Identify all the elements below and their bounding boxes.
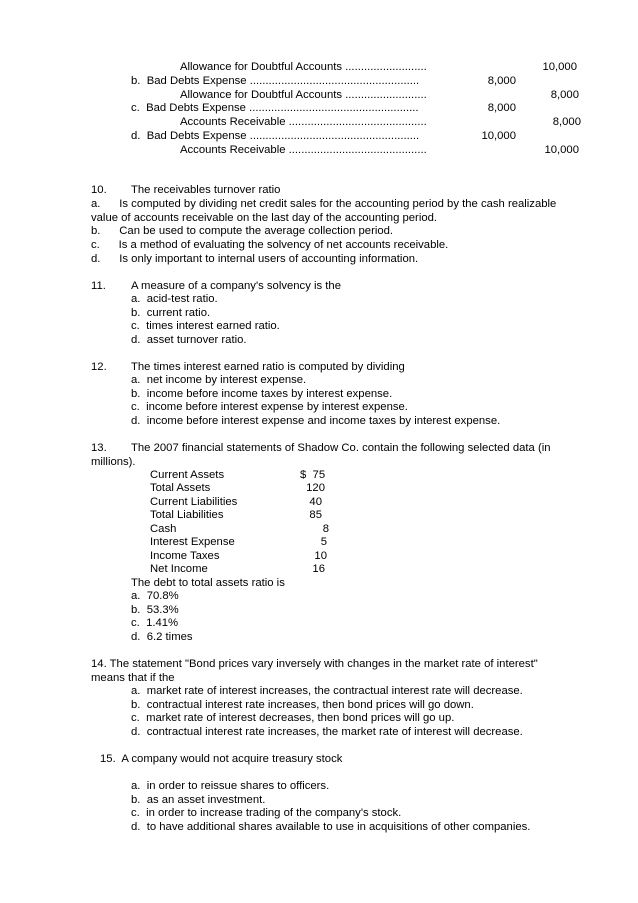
question-stem: The 2007 financial statements of Shadow Co. contain the following selected data (in (131, 442, 551, 454)
option-a: a. in order to reissue shares to officers. (131, 780, 330, 792)
option-a: a. 70.8% (131, 590, 179, 602)
option-c: c. market rate of interest decreases, then bond prices will go up. (131, 712, 455, 724)
option-d: d. to have additional shares available to use in acquisitions of other companies. (131, 821, 531, 833)
option-c: c. income before interest expense by interest expense. (131, 401, 408, 413)
question-stem: 15. A company would not acquire treasury stock (100, 753, 343, 765)
journal-account: Accounts Receivable ............................................ (180, 116, 427, 128)
option-a: a. Is computed by dividing net credit sales for the accounting period by the cash realizable (91, 198, 557, 210)
question-number: 11. (91, 280, 106, 292)
data-label: Net Income (150, 563, 208, 575)
data-label: Total Assets (150, 482, 211, 494)
data-value: 16 (312, 563, 325, 575)
option-b: b. as an asset investment. (131, 794, 266, 806)
option-b: b. current ratio. (131, 307, 211, 319)
data-value: 85 (309, 509, 322, 521)
data-value: $ 75 (300, 469, 326, 481)
data-value: 10 (314, 550, 327, 562)
option-c: c. 1.41% (131, 617, 179, 629)
data-value: 120 (306, 482, 325, 494)
journal-account: Accounts Receivable ............................................ (180, 144, 427, 156)
question-stem-cont: means that if the (91, 672, 175, 684)
question-stem-cont: millions). (91, 456, 136, 468)
question-number: 13. (91, 442, 107, 454)
option-c: c. in order to increase trading of the company's stock. (131, 807, 402, 819)
data-label: Current Liabilities (150, 496, 238, 508)
journal-account: b. Bad Debts Expense ...................................................... (131, 75, 420, 87)
journal-credit: 10,000 (542, 61, 577, 73)
data-value: 8 (322, 523, 329, 535)
option-a: a. acid-test ratio. (131, 293, 218, 305)
journal-account: c. Bad Debts Expense ...................................................... (131, 102, 419, 114)
data-label: Interest Expense (150, 536, 235, 548)
journal-credit: 10,000 (544, 144, 579, 156)
question-stem: The receivables turnover ratio (131, 184, 281, 196)
question-number: 10. (91, 184, 107, 196)
option-d: d. contractual interest rate increases, the market rate of interest will decrease. (131, 726, 523, 738)
option-c: c. times interest earned ratio. (131, 320, 280, 332)
data-label: Current Assets (150, 469, 225, 481)
question-prompt: The debt to total assets ratio is (131, 577, 285, 589)
journal-account: Allowance for Doubtful Accounts .......................... (180, 89, 427, 101)
data-value: 5 (320, 536, 327, 548)
option-a: a. net income by interest expense. (131, 374, 307, 386)
option-a-cont: value of accounts receivable on the last day of the accounting period. (91, 212, 438, 224)
journal-debit: 8,000 (487, 102, 516, 114)
journal-account: Allowance for Doubtful Accounts .......................... (180, 61, 427, 73)
data-label: Cash (150, 523, 177, 535)
option-d: d. Is only important to internal users of accounting information. (91, 253, 419, 265)
data-label: Total Liabilities (150, 509, 224, 521)
question-stem: 14. The statement "Bond prices vary inversely with changes in the market rate of interest" (91, 658, 538, 670)
journal-debit: 8,000 (487, 75, 516, 87)
option-c: c. Is a method of evaluating the solvency of net accounts receivable. (91, 239, 449, 251)
option-b: b. income before income taxes by interest expense. (131, 388, 393, 400)
journal-debit: 10,000 (481, 130, 516, 142)
journal-credit: 8,000 (552, 116, 581, 128)
option-b: b. contractual interest rate increases, then bond prices will go down. (131, 699, 474, 711)
option-b: b. 53.3% (131, 604, 179, 616)
option-d: d. income before interest expense and income taxes by interest expense. (131, 415, 501, 427)
option-b: b. Can be used to compute the average collection period. (91, 225, 394, 237)
question-stem: The times interest earned ratio is computed by dividing (131, 361, 405, 373)
data-label: Income Taxes (150, 550, 220, 562)
question-number: 12. (91, 361, 107, 373)
option-d: d. asset turnover ratio. (131, 334, 247, 346)
data-value: 40 (309, 496, 322, 508)
journal-credit: 8,000 (550, 89, 579, 101)
question-stem: A measure of a company's solvency is the (131, 280, 341, 292)
option-d: d. 6.2 times (131, 631, 193, 643)
option-a: a. market rate of interest increases, the contractual interest rate will decrease. (131, 685, 523, 697)
journal-account: d. Bad Debts Expense ...................................................... (131, 130, 420, 142)
